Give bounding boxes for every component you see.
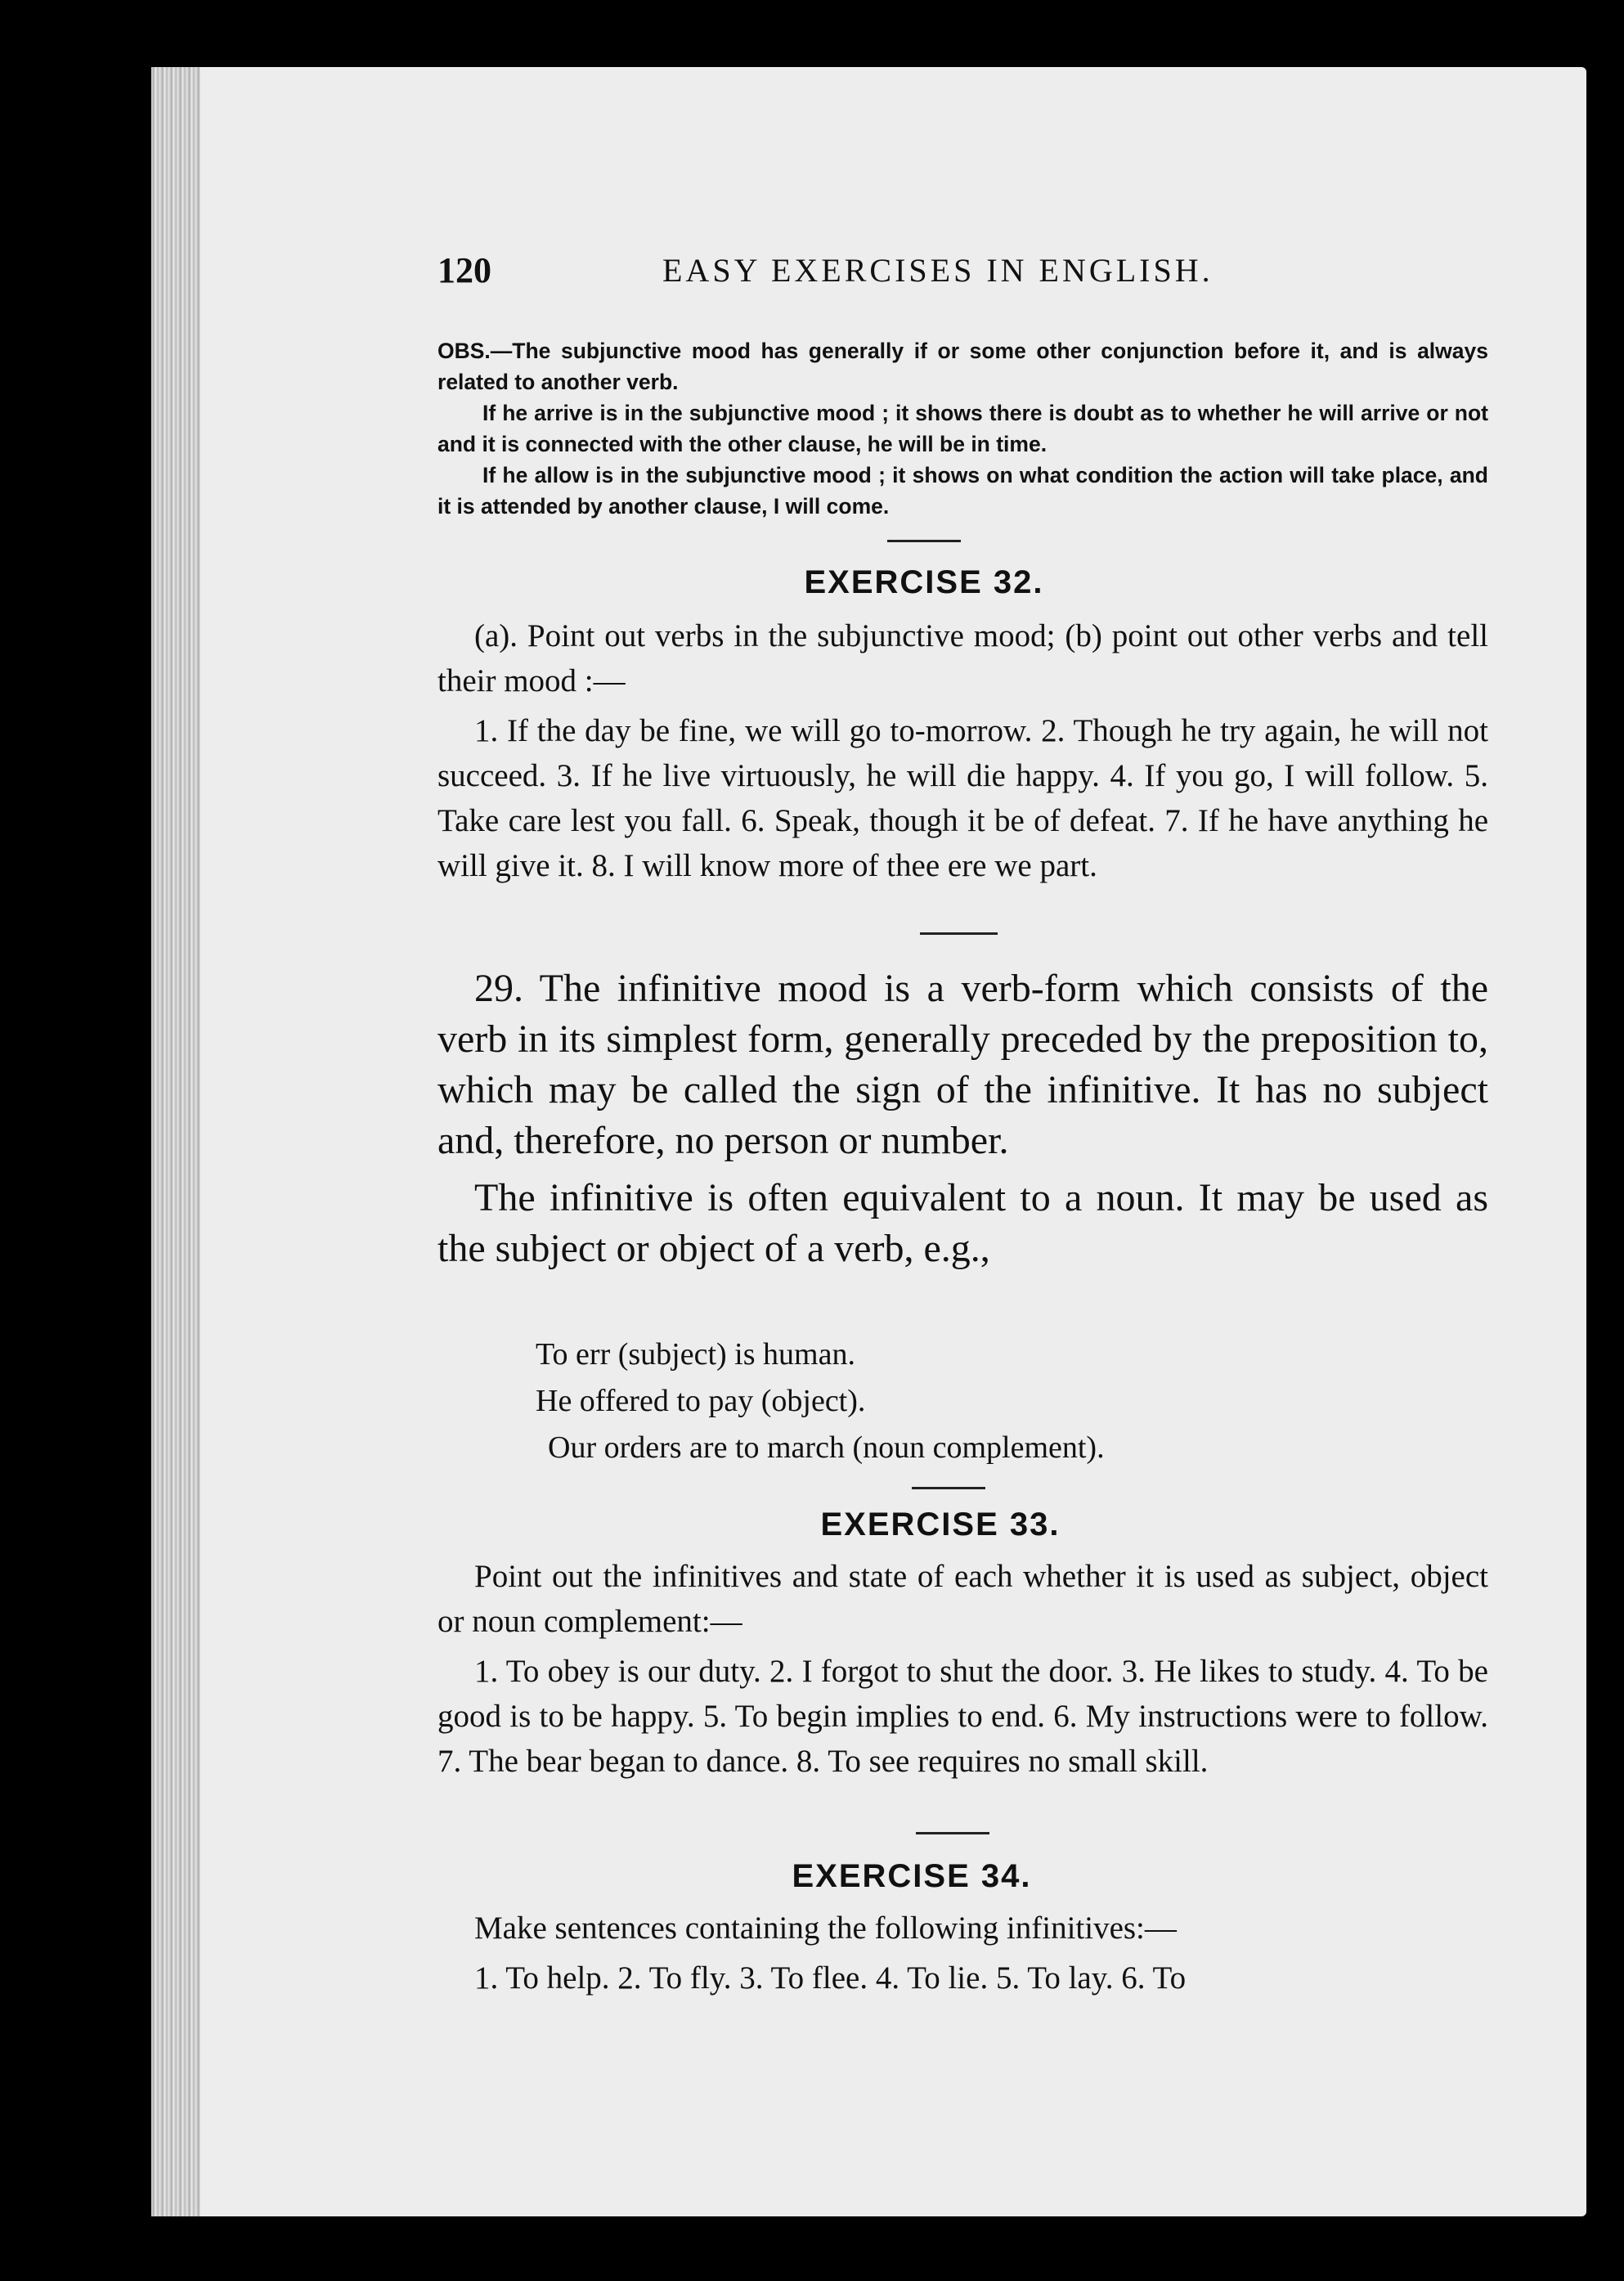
running-title: EASY EXERCISES IN ENGLISH. — [662, 252, 1214, 289]
exercise-33-body — [437, 1554, 1488, 1784]
exercise-33-items: 1. To obey is our duty. 2. I forgot to shut the door. 3. He likes to study. 4. To be good is to be happy. 5. To begin implies to end. 6. My instructions were to follow. 7. The bear began to dance. 8. To see requires no small skill. — [437, 1654, 1488, 1779]
page-header — [437, 249, 1484, 299]
page-number: 120 — [437, 250, 491, 290]
exercise-32-heading: EXERCISE 32. — [804, 564, 1044, 600]
divider — [920, 932, 998, 935]
divider — [912, 1487, 985, 1489]
exercise-32-items: 1. If the day be fine, we will go to-morrow. 2. Though he try again, he will not succeed. 3. If he live virtuously, he will die happy. 4. If you go, I will follow. 5. Take care lest you fall. 6. Speak, though it be of defeat. 7. If he have anything he will give it. 8. I will know more of thee ere we part. — [437, 713, 1488, 883]
section-29-definition: 29. The infinitive mood is a verb-form which consists of the verb in its simplest form, generally preceded by the preposition to, which may be called the sign of the infinitive. It has no subject and, therefore, no person or number. — [437, 967, 1488, 1162]
example-1: To err (subject) is human. — [536, 1337, 855, 1372]
section-29 — [437, 963, 1488, 1274]
page-edge — [151, 67, 200, 2216]
divider — [887, 540, 961, 542]
exercise-34-instruction: Make sentences containing the following infinitives:— — [474, 1911, 1177, 1946]
exercise-32-instruction: (a). Point out verbs in the subjunctive mood; (b) point out other verbs and tell their mood :— — [437, 618, 1488, 698]
exercise-34-body — [437, 1906, 1488, 2000]
obs-paragraph-3: If he allow is in the subjunctive mood ; it shows on what condition the action will take place, and it is attended by another clause, I will come. — [437, 463, 1488, 519]
exercise-33-instruction: Point out the infinitives and state of each whether it is used as subject, object or noun complement:— — [437, 1559, 1488, 1639]
divider — [916, 1832, 989, 1834]
exercise-34-heading: EXERCISE 34. — [792, 1858, 1032, 1894]
obs-paragraph-2: If he arrive is in the subjunctive mood ; it shows there is doubt as to whether he will arrive or not and it is connected with the other clause, he will be in time. — [437, 401, 1488, 456]
obs-paragraph-1: OBS.—The subjunctive mood has generally if or some other conjunction before it, and is always related to another verb. — [437, 339, 1488, 394]
example-2: He offered to pay (object). — [536, 1384, 866, 1418]
exercise-32-body — [437, 613, 1488, 888]
observation-note — [437, 335, 1488, 522]
exercise-33-heading: EXERCISE 33. — [820, 1506, 1061, 1542]
exercise-34-items: 1. To help. 2. To fly. 3. To flee. 4. To lie. 5. To lay. 6. To — [474, 1960, 1187, 1996]
example-3: Our orders are to march (noun complement). — [548, 1430, 1105, 1465]
section-29-usage: The infinitive is often equivalent to a noun. It may be used as the subject or object of a verb, e.g., — [437, 1176, 1488, 1270]
